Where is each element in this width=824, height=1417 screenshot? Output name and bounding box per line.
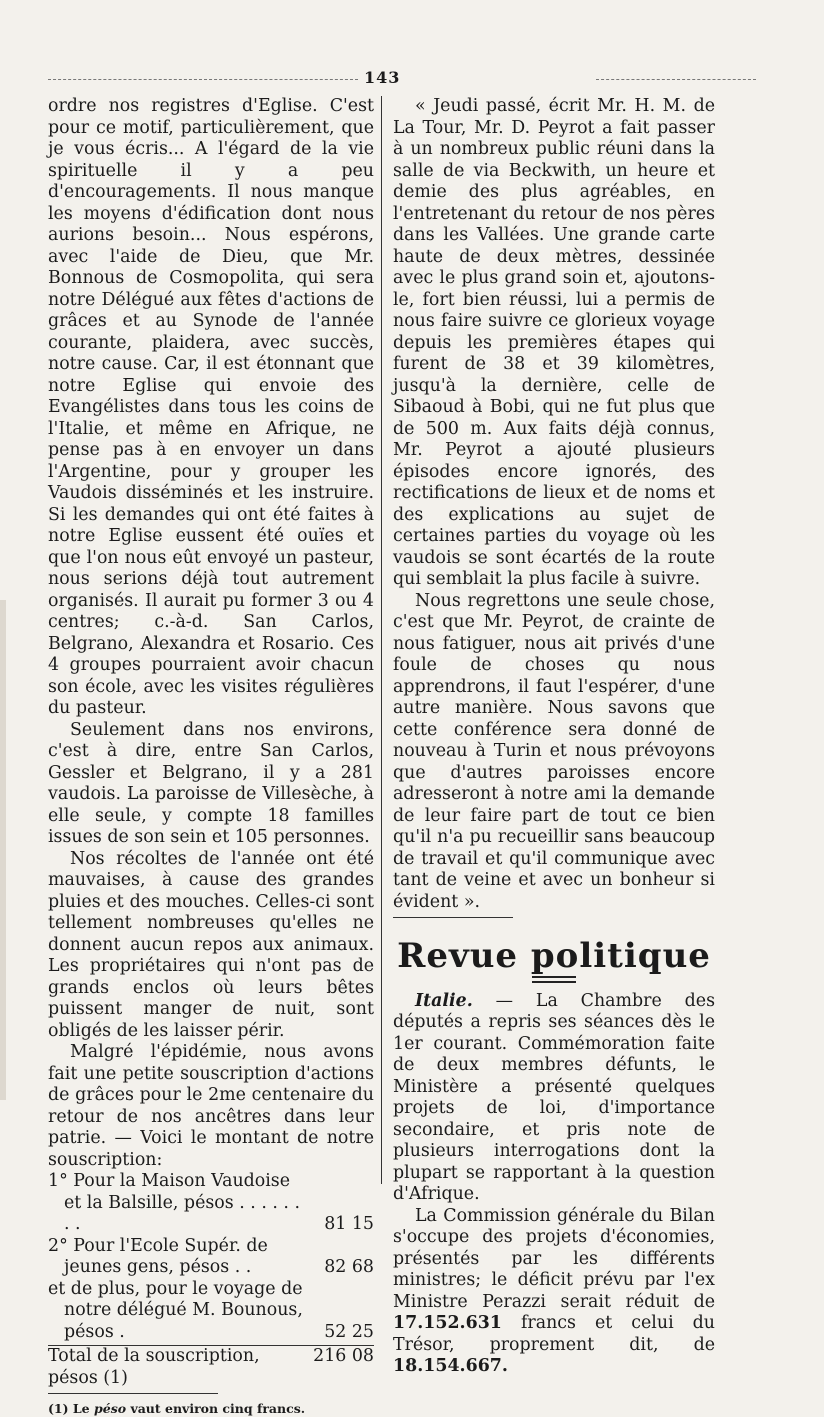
deficit-figure: 17.152.631	[393, 1313, 502, 1333]
footnote-text-start: Le	[72, 1401, 90, 1416]
left-paragraph-1: ordre nos registres d'Eglise. C'est pour ce motif, particulièrement, que je vous écris... A l'égard de la vie spirituelle il y a peu d'encouragements. Il nous manque les moyens d'édification dont nous aurions besoin... Nous espérons, avec l'aide de Dieu, que Mr. Bonnous de Cosmopolita, qui sera notre Délégué aux fêtes d'actions de grâces et au Synode de l'année courante, plaidera, avec succès, notre cause. Car, il est étonnant que notre Eglise qui envoie des Evangélistes dans tous les coins de l'Italie, et même en Afrique, ne pense pas à en envoyer un dans l'Argentine, pour y grouper les Vaudois disséminés et les instruire. Si les demandes qui ont été faites à notre Eglise eussent été ouïes et que l'on nous eût envoyé un pasteur, nous serions déjà tout autrement organisés. Il aurait pu former 3 ou 4 centres; c.-à-d. San Carlos, Belgrano, Alexandra et Rosario. Ces 4 groupes pourraient avoir chacun son école, avec les visites régulières du pasteur.	[48, 96, 374, 718]
footnote	[48, 1400, 374, 1417]
right-paragraph-4	[393, 1206, 715, 1378]
footnote-marker: (1)	[48, 1401, 69, 1416]
subscription-amount: 52 25	[324, 1321, 374, 1342]
right-paragraph-3	[393, 991, 715, 1206]
right-paragraph-4-middle: francs et celui du Trésor, proprement dit, de	[393, 1313, 715, 1355]
country-heading: Italie.	[415, 990, 473, 1011]
page-top-margin	[0, 0, 824, 36]
column-divider	[381, 96, 382, 1184]
subscription-label: 2° Pour l'Ecole Supér. de jeunes gens, pésos . .	[48, 1235, 268, 1277]
right-column	[393, 96, 715, 1378]
title-rule	[532, 981, 576, 983]
treasury-figure: 18.154.667.	[393, 1356, 508, 1376]
right-paragraph-4-start: La Commission générale du Bilan s'occupe des projets d'économies, présentés par les différents ministres; le déficit prévu par l'ex Ministre Perazzi serait réduit de	[393, 1205, 715, 1312]
total-amount: 216 08	[313, 1346, 374, 1366]
footnote-text-end: vaut environ cinq francs.	[130, 1401, 306, 1416]
subscription-table	[48, 1171, 374, 1389]
left-paragraph-4: Malgré l'épidémie, nous avons fait une petite souscription d'actions de grâces pour le 2me centenaire du retour de nos ancêtres dans leur patrie. — Voici le montant de notre souscription:	[48, 1042, 374, 1170]
page-header	[48, 68, 778, 88]
right-paragraph-2: Nous regrettons une seule chose, c'est que Mr. Peyrot, de crainte de nous fatiguer, nous ait privés d'une foule de choses qu nous apprendrons, il faut l'espérer, d'une autre manière. Nous savons que cette conférence sera donné de nouveau à Turin et nous prévoyons que d'autres paroisses encore adresseront à notre ami la demande de leur faire part de tout ce bien qu'il n'a pu recueillir sans beaucoup de travail et qu'il communique avec tant de veine et avec un bonheur si évident ».	[393, 590, 715, 912]
subscription-row	[48, 1171, 374, 1236]
footnote-rule	[48, 1393, 218, 1394]
subscription-row	[48, 1236, 374, 1279]
right-paragraph-1: « Jeudi passé, écrit Mr. H. M. de La Tour, Mr. D. Peyrot a fait passer à un nombreux public réuni dans la salle de via Beckwith, un heure et demie des plus agréables, en l'entretenant du retour de nos pères dans les Vallées. Une grande carte haute de deux mètres, dessinée avec le plus grand soin et, ajoutons-le, fort bien réussi, lui a permis de nous faire suivre ce glorieux voyage depuis les premières étapes qui furent de 38 et 39 kilomètres, jusqu'à la dernière, celle de Sibaoud à Bobi, qui ne fut plus que de 500 m. Aux faits déjà connus, Mr. Peyrot a ajouté plusieurs épisodes encore ignorés, des rectifications de lieux et de noms et des explications au sujet de certaines parties du voyage où les vaudois se sont écartés de la route qui semblait la plus facile à suivre.	[393, 96, 715, 589]
right-paragraph-3-text: — La Chambre des députés a repris ses séances dès le 1er courant. Commémoration faite de deux membres défunts, le Ministère a présenté quelques projets de loi, d'importance secondaire, et pris note de plusieurs interrogations dont la plupart se rapportant à la question d'Afrique.	[393, 990, 715, 1204]
subscription-label: et de plus, pour le voyage de notre délégué M. Bounous, pésos .	[48, 1278, 303, 1342]
total-label: Total de la souscription, pésos (1)	[48, 1346, 260, 1388]
left-paragraph-2: Seulement dans nos environs, c'est à dire, entre San Carlos, Gessler et Belgrano, il y a 281 vaudois. La paroisse de Villesèche, à elle seule, y compte 18 familles issues de son sein et 105 personnes.	[48, 719, 374, 847]
subscription-amount: 81 15	[324, 1214, 374, 1234]
section-title: Revue politique	[397, 936, 711, 976]
left-column	[48, 96, 374, 1417]
left-paragraph-3: Nos récoltes de l'année ont été mauvaises, à cause des grandes pluies et des mouches. Celles-ci sont tellement nombreuses qu'elles ne donnent aucun repos aux animaux. Les propriétaires qui n'ont pas de grands enclos où leurs bêtes puissent manger de nuit, sont obligés de les laisser périr.	[48, 848, 374, 1041]
header-rule-right	[596, 79, 756, 80]
subscription-amount: 82 68	[324, 1257, 374, 1277]
article-end-rule	[393, 917, 513, 918]
subscription-total	[48, 1345, 374, 1389]
page-fold-shadow	[0, 600, 6, 1100]
subscription-row	[48, 1279, 374, 1344]
footnote-italic-word: péso	[94, 1401, 127, 1416]
header-rule-left	[48, 79, 358, 80]
page-number: 143	[364, 68, 401, 87]
subscription-label: 1° Pour la Maison Vaudoise et la Balsille, pésos . . . . . . . .	[48, 1171, 301, 1234]
